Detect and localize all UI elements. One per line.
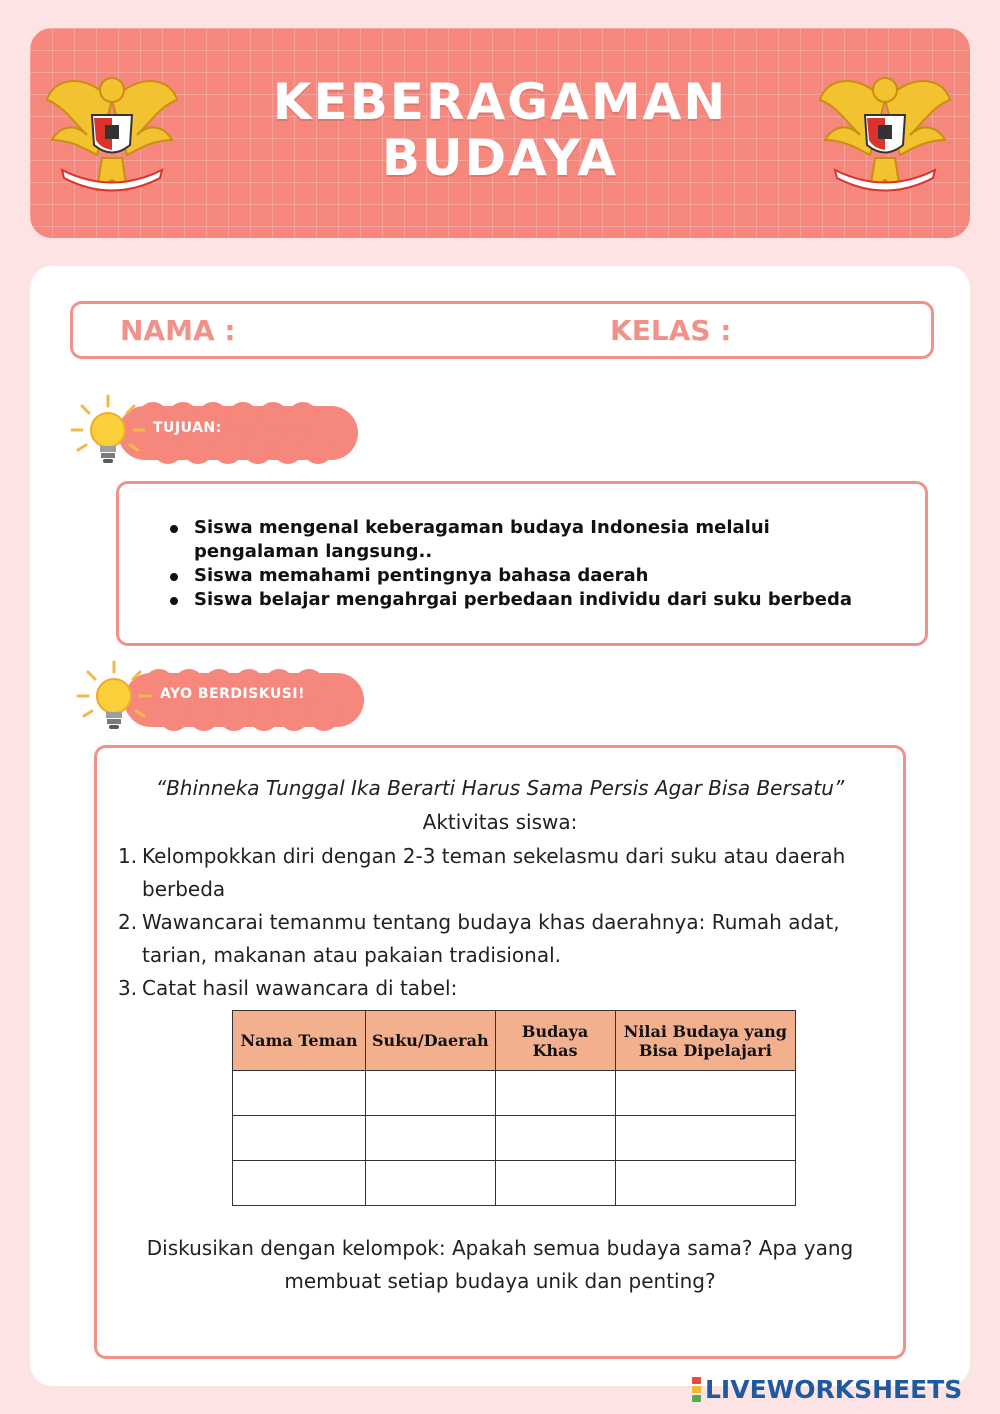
table-cell[interactable] [366, 1116, 496, 1161]
table-cell[interactable] [615, 1071, 795, 1116]
table-cell[interactable] [495, 1161, 615, 1206]
lightbulb-icon [74, 658, 154, 738]
goal-item: Siswa belajar mengahrgai perbedaan individu dari suku berbeda [168, 588, 888, 612]
brand-name: LIVEWORKSHEETS [705, 1374, 963, 1404]
table-cell[interactable] [495, 1071, 615, 1116]
page-title [200, 74, 800, 186]
table-header-row [233, 1011, 796, 1071]
table-cell[interactable] [366, 1161, 496, 1206]
activity-step [118, 972, 888, 1005]
column-header-typical-culture: Budaya Khas [495, 1011, 615, 1071]
table-row [233, 1116, 796, 1161]
title-line-1: KEBERAGAMAN [272, 73, 728, 131]
liveworksheets-logo-icon [692, 1376, 701, 1403]
table-cell[interactable] [495, 1116, 615, 1161]
interview-table [232, 1010, 796, 1206]
liveworksheets-brand[interactable] [692, 1372, 962, 1406]
garuda-emblem-icon [815, 60, 955, 210]
goals-list [168, 516, 888, 612]
discussion-prompt: Diskusikan dengan kelompok: Apakah semua budaya sama? Apa yang membuat setiap budaya unik dan penting? [146, 1236, 854, 1293]
goal-item: Siswa memahami pentingnya bahasa daerah [168, 564, 888, 588]
step-number: 1. [118, 844, 138, 868]
column-header-ethnic-region: Suku/Daerah [366, 1011, 496, 1071]
column-header-friend-name: Nama Teman [233, 1011, 366, 1071]
step-text: Wawancarai temanmu tentang budaya khas daerahnya: Rumah adat, tarian, makanan atau pakaian tradisional. [142, 910, 840, 967]
table-row [233, 1071, 796, 1116]
step-text: Catat hasil wawancara di tabel: [142, 976, 458, 1000]
table-cell[interactable] [366, 1071, 496, 1116]
table-cell[interactable] [233, 1161, 366, 1206]
step-number: 3. [118, 976, 138, 1000]
discussion-quote: “Bhinneka Tunggal Ika Berarti Harus Sama Persis Agar Bisa Bersatu” [155, 776, 845, 800]
garuda-emblem-icon [42, 60, 182, 210]
goals-heading: TUJUAN: [153, 420, 222, 436]
table-cell[interactable] [233, 1116, 366, 1161]
name-label: NAMA : [120, 314, 236, 347]
title-line-2: BUDAYA [381, 129, 619, 187]
table-cell[interactable] [615, 1116, 795, 1161]
column-header-cultural-values: Nilai Budaya yang Bisa Dipelajari [615, 1011, 795, 1071]
activity-step [118, 840, 888, 906]
step-number: 2. [118, 910, 138, 934]
activity-title: Aktivitas siswa: [422, 810, 578, 834]
goal-item: Siswa mengenal keberagaman budaya Indonesia melalui pengalaman langsung.. [168, 516, 888, 564]
table-cell[interactable] [233, 1071, 366, 1116]
class-label: KELAS : [610, 314, 732, 347]
discussion-heading: AYO BERDISKUSI! [160, 686, 305, 702]
activity-step [118, 906, 888, 972]
activity-steps [118, 840, 888, 1005]
step-text: Kelompokkan diri dengan 2-3 teman sekelasmu dari suku atau daerah berbeda [142, 844, 846, 901]
table-cell[interactable] [615, 1161, 795, 1206]
lightbulb-icon [68, 392, 148, 472]
table-row [233, 1161, 796, 1206]
